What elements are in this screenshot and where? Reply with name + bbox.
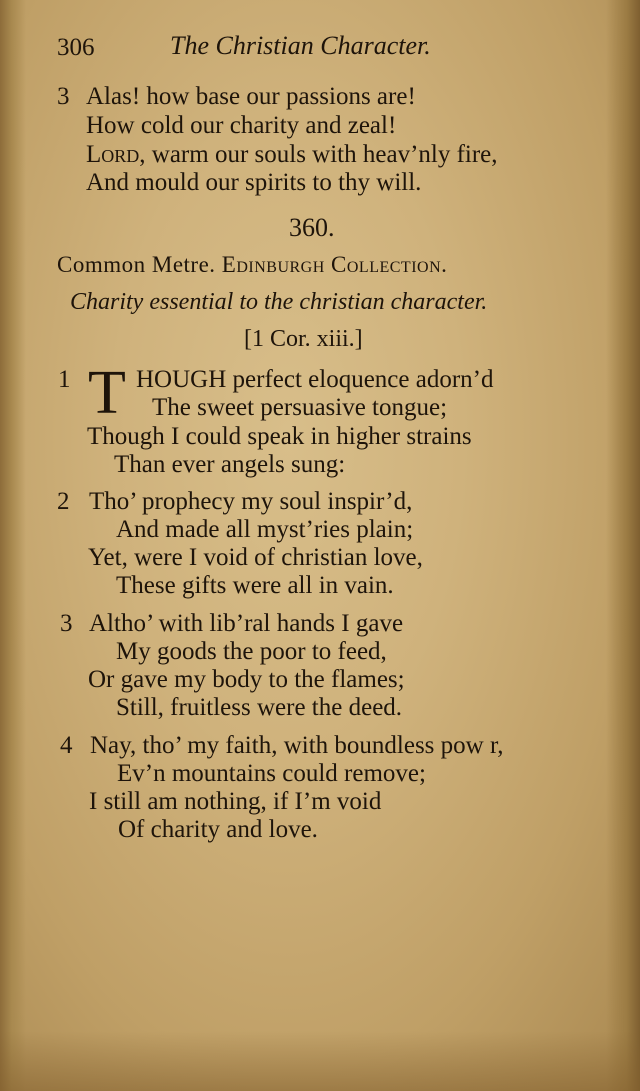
verse-4-line-3: I still am nothing, if I’m void [89,788,382,815]
prev-verse-line-1: Alas! how base our passions are! [86,83,416,110]
verse-4-line-2: Ev’n mountains could remove; [117,760,426,787]
page-edge-right [606,0,640,1091]
hymn-subtitle: Charity essential to the christian character. [70,289,488,315]
lord-word: Lord, [86,141,146,168]
verse-3-line-3: Or gave my body to the flames; [88,666,405,693]
verse-4-line-4: Of charity and love. [118,816,318,843]
verse-2-line-2: And made all myst’ries plain; [116,516,414,543]
verse-2-number: 2 [57,488,70,515]
verse-4-line-1: Nay, tho’ my faith, with boundless pow r, [90,732,504,759]
running-title: The Christian Character. [170,31,431,60]
hymn-number: 360. [289,213,335,242]
verse-3-line-2: My goods the poor to feed, [116,638,387,665]
prev-verse-line-3-text: warm our souls with heav’nly fire, [151,141,498,168]
prev-verse-line-3 [86,141,498,169]
verse-2-line-3: Yet, were I void of christian love, [88,544,423,571]
prev-verse-line-4: And mould our spirits to thy will. [86,169,422,196]
verse-1-line-3: Though I could speak in higher strains [87,423,472,450]
verse-1-line-4: Than ever angels sung: [114,451,346,478]
page-number: 306 [57,34,95,61]
hymn-metre: Common Metre. [57,252,216,277]
verse-1-number: 1 [58,366,71,393]
page-edge-left [0,0,26,1091]
verse-2-line-1: Tho’ prophecy my soul inspir’d, [89,488,413,515]
hymn-metre-line [57,252,447,278]
verse-1-line-1: HOUGH perfect eloquence adorn’d [136,366,494,393]
verse-2-line-4: These gifts were all in vain. [116,572,394,599]
drop-cap: T [88,359,126,427]
hymn-collection: Edinburgh Collection. [221,252,448,277]
page-edge-bottom [0,1031,640,1091]
verse-4-number: 4 [60,732,73,759]
scripture-reference: [1 Cor. xiii.] [244,326,363,352]
verse-3-number: 3 [60,610,73,637]
verse-3-line-4: Still, fruitless were the deed. [116,694,403,721]
verse-3-line-1: Altho’ with lib’ral hands I gave [89,610,404,637]
verse-1-line-2: The sweet persuasive tongue; [152,394,448,421]
prev-verse-line-2: How cold our charity and zeal! [86,112,397,139]
prev-verse-number: 3 [57,83,70,110]
